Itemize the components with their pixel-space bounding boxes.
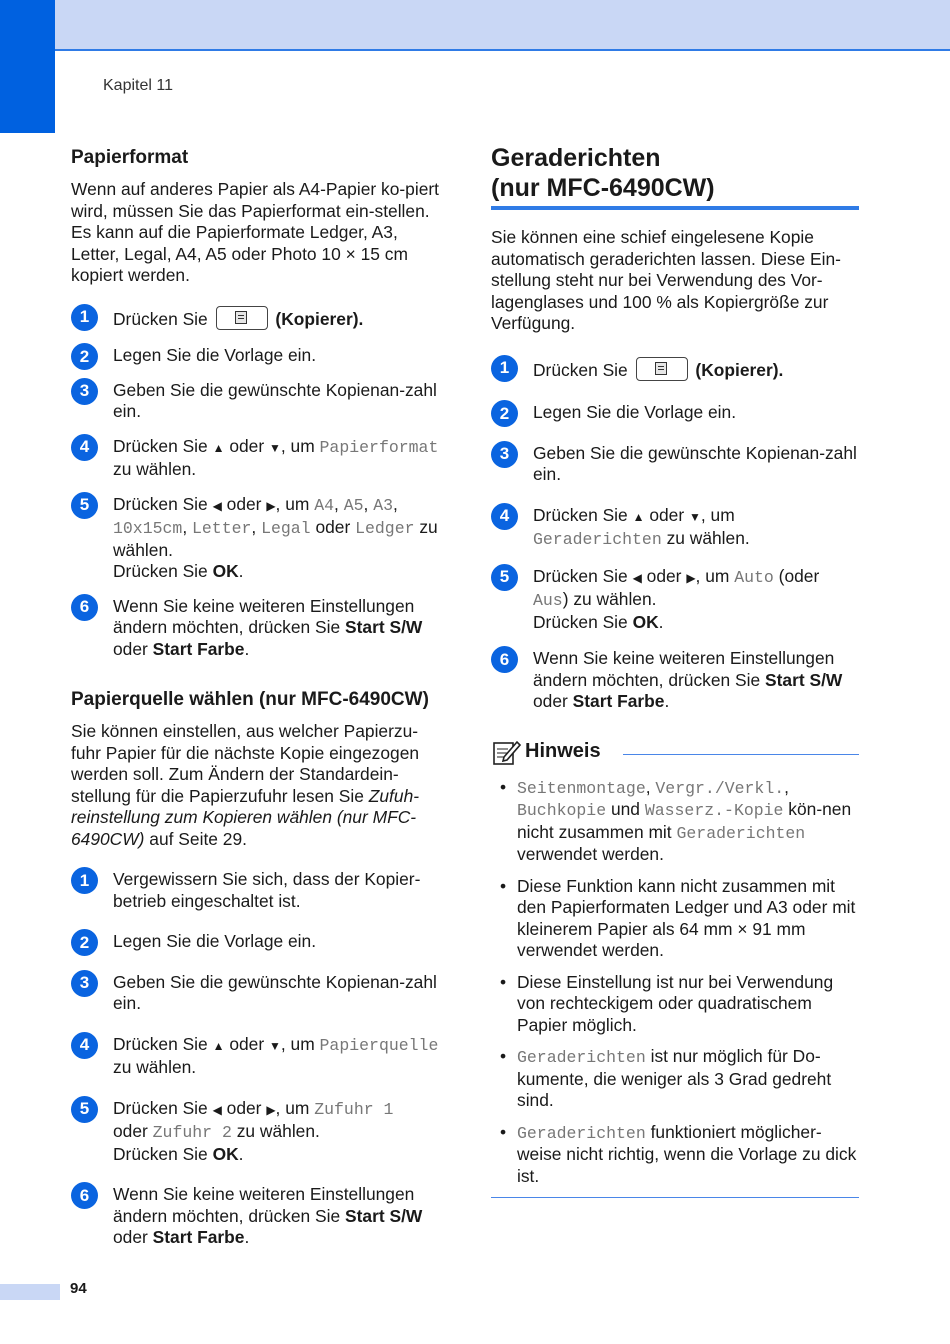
step-number: 5: [71, 1096, 98, 1123]
arrow-left-icon: ◀: [632, 570, 642, 585]
step-number: 2: [71, 929, 98, 956]
note-item: • Diese Funktion kann nicht zusammen mit den Papierformaten Ledger und A3 oder mit kleinerem Papier als 64 mm × 91 mm verwendet werden.: [500, 875, 856, 960]
note-bottom-divider: [491, 1197, 859, 1198]
section-title-papierquelle: Papierquelle wählen (nur MFC-6490CW): [71, 689, 429, 710]
right-column: [491, 143, 859, 1198]
note-item: • Geraderichten ist nur möglich für Do-kumente, die weniger als 3 Grad gedreht sind.: [500, 1046, 832, 1110]
step: 3 Geben Sie die gewünschte Kopienan-zahl ein.: [71, 972, 443, 1015]
menu-option: Papierformat: [319, 437, 439, 457]
menu-option: A4: [314, 495, 335, 515]
arrow-right-icon: ▶: [686, 570, 696, 585]
step: 3 Geben Sie die gewünschte Kopienan-zahl ein.: [71, 380, 443, 423]
menu-option: Letter: [191, 519, 252, 538]
menu-option: A3: [373, 495, 393, 515]
menu-option: Legal: [261, 519, 311, 538]
geraderichten-steps: [491, 357, 859, 713]
step-number: 3: [71, 378, 98, 405]
chapter-tab: [0, 0, 55, 133]
step: 1 Drücken Sie (Kopierer).: [491, 357, 859, 382]
step: 2 Legen Sie die Vorlage ein.: [491, 402, 859, 424]
papierquelle-intro: Sie können einstellen, aus welcher Papierzu-fuhr Papier für die nächste Kopie eingezogen werden soll. Zum Ändern der Standardein-stellung für die Papierzufuhr lesen Sie Zufuh-reinstellung zum Kopieren wählen (nur MFC-6490CW) auf Seite 29.: [71, 721, 420, 849]
step: 1 Vergewissern Sie sich, dass der Kopier-betrieb eingeschaltet ist.: [71, 869, 443, 912]
step-number: 6: [491, 646, 518, 673]
cross-reference: Zufuh-reinstellung zum Kopieren wählen (nur MFC-6490CW): [71, 785, 420, 849]
step: 4 Drücken Sie ▲ oder ▼, um Papierquelle zu wählen.: [71, 1034, 443, 1079]
step-number: 6: [71, 1182, 98, 1209]
note-title: Hinweis: [525, 739, 601, 762]
copy-key-icon: [216, 306, 268, 330]
step: 2 Legen Sie die Vorlage ein.: [71, 345, 443, 367]
papierquelle-steps: [71, 869, 443, 1249]
step: 5 Drücken Sie ◀ oder ▶, um Auto (oder Aus) zu wählen. Drücken Sie OK.: [491, 566, 859, 634]
left-column: [71, 146, 443, 1249]
page-number: 94: [70, 1280, 87, 1297]
geraderichten-intro: Sie können eine schief eingelesene Kopie automatisch geraderichten lassen. Diese Ein-stellung steht nur bei Verwendung des Vor-lagenglases und 100 % als Kopiergröße zur Verfügung.: [491, 227, 841, 333]
papierformat-intro: Wenn auf anderes Papier als A4-Papier ko-piert wird, müssen Sie das Papierformat ein-stellen. Es kann auf die Papierformate Ledger, A3, Letter, Legal, A4, A5 oder Photo 10 × 15 cm kopiert werden.: [71, 179, 439, 285]
menu-option: Papierquelle: [319, 1035, 439, 1055]
menu-option: Auto: [734, 567, 774, 587]
chapter-label: Kapitel 11: [103, 77, 173, 94]
step-number: 6: [71, 594, 98, 621]
papierformat-steps: [71, 306, 443, 661]
step: 6 Wenn Sie keine weiteren Einstellungen ändern möchten, drücken Sie Start S/W oder Start Farbe.: [71, 596, 443, 661]
menu-option: Zufuhr 1: [314, 1099, 394, 1119]
arrow-up-icon: ▲: [212, 440, 225, 455]
step: 4 Drücken Sie ▲ oder ▼, um Geraderichten zu wählen.: [491, 505, 859, 551]
step-number: 3: [491, 441, 518, 468]
step-number: 4: [491, 503, 518, 530]
arrow-down-icon: ▼: [268, 440, 281, 455]
menu-option: Aus: [533, 591, 563, 610]
ok-key-label: OK: [212, 561, 239, 581]
step-number: 5: [491, 564, 518, 591]
arrow-up-icon: ▲: [212, 1038, 225, 1053]
arrow-right-icon: ▶: [266, 498, 276, 513]
step-number: 5: [71, 492, 98, 519]
step: 1 Drücken Sie (Kopierer).: [71, 306, 443, 331]
copy-key-icon: [636, 357, 688, 381]
menu-option: A5: [343, 495, 364, 515]
arrow-up-icon: ▲: [632, 509, 645, 524]
header-band: [0, 0, 950, 51]
note-item: • Geraderichten funktioniert möglicher-weise nicht richtig, wenn die Vorlage zu dick ist.: [500, 1121, 857, 1186]
section-title-papierformat: Papierformat: [71, 147, 189, 168]
note-header: [491, 737, 859, 767]
menu-option: Ledger: [355, 519, 415, 538]
step: 3 Geben Sie die gewünschte Kopienan-zahl ein.: [491, 443, 859, 486]
note-item: • Seitenmontage, Vergr./Verkl., Buchkopie und Wasserz.-Kopie kön-nen nicht zusammen mit Geraderichten verwendet werden.: [500, 776, 852, 864]
note-pencil-icon: [491, 737, 521, 767]
step: 5 Drücken Sie ◀ oder ▶, um A4, A5, A3, 10x15cm, Letter, Legal oder Ledger zu wählen. Drücken Sie OK.: [71, 494, 443, 583]
arrow-right-icon: ▶: [266, 1102, 276, 1117]
section-title-geraderichten: Geraderichten (nur MFC-6490CW): [491, 143, 859, 210]
arrow-left-icon: ◀: [212, 1102, 222, 1117]
step-number: 1: [71, 867, 98, 894]
step: 6 Wenn Sie keine weiteren Einstellungen ändern möchten, drücken Sie Start S/W oder Start Farbe.: [491, 648, 859, 713]
step: 2 Legen Sie die Vorlage ein.: [71, 931, 443, 953]
arrow-left-icon: ◀: [212, 498, 222, 513]
step-number: 1: [71, 304, 98, 331]
menu-option: Zufuhr 2: [152, 1123, 232, 1142]
note-bullets: [491, 777, 859, 1188]
menu-option: 10x15cm: [113, 519, 183, 538]
step-number: 3: [71, 970, 98, 997]
step: 5 Drücken Sie ◀ oder ▶, um Zufuhr 1 oder Zufuhr 2 zu wählen. Drücken Sie OK.: [71, 1098, 443, 1166]
step: 4 Drücken Sie ▲ oder ▼, um Papierformat zu wählen.: [71, 436, 443, 481]
step-number: 2: [491, 400, 518, 427]
ok-key-label: OK: [632, 611, 659, 632]
step-number: 1: [491, 355, 518, 382]
arrow-down-icon: ▼: [688, 509, 701, 524]
arrow-down-icon: ▼: [268, 1038, 281, 1053]
menu-option: Geraderichten: [533, 530, 662, 549]
step: 6 Wenn Sie keine weiteren Einstellungen ändern möchten, drücken Sie Start S/W oder Start Farbe.: [71, 1184, 443, 1249]
step-number: 4: [71, 434, 98, 461]
note-divider: [623, 754, 859, 755]
note-item: • Diese Einstellung ist nur bei Verwendung von rechteckigem oder quadratischem Papier möglich.: [500, 971, 834, 1035]
ok-key-label: OK: [212, 1143, 239, 1164]
step-number: 2: [71, 343, 98, 370]
step-number: 4: [71, 1032, 98, 1059]
footer-bar: [0, 1284, 60, 1300]
